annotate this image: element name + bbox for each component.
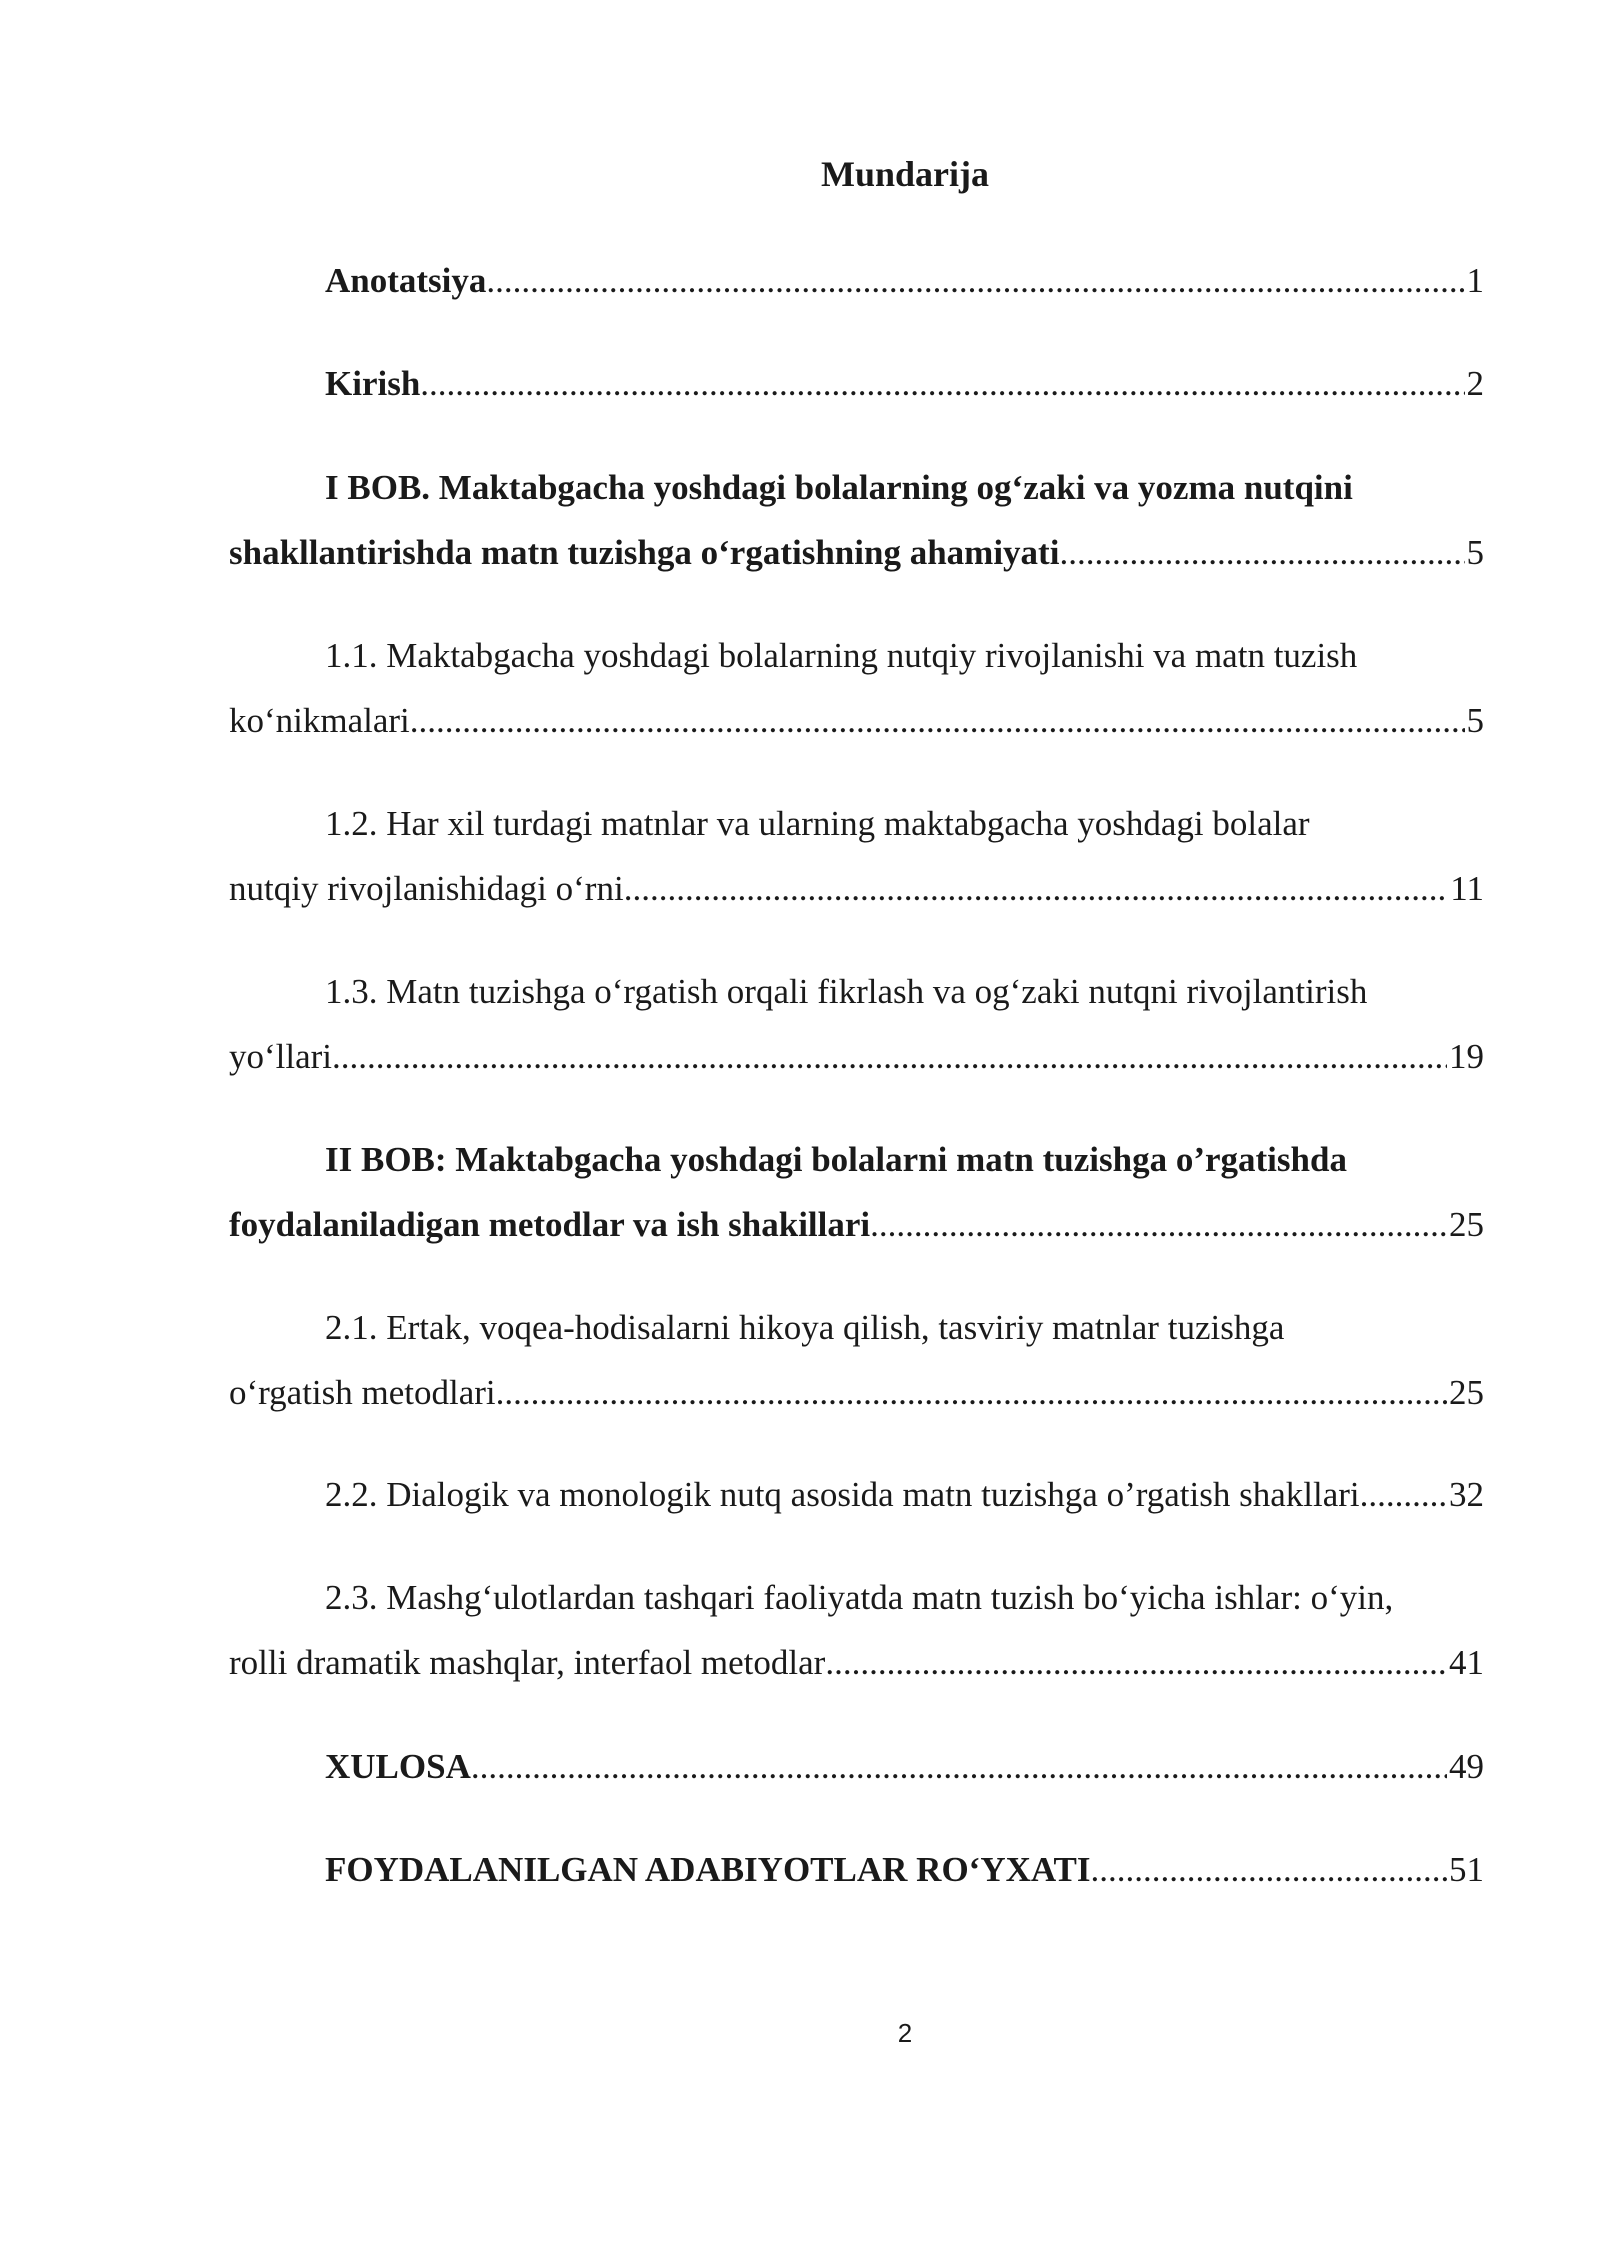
dot-leader xyxy=(332,1024,1447,1089)
toc-entry-text: nutqiy rivojlanishidagi o‘rni xyxy=(229,869,624,908)
dot-leader xyxy=(471,1734,1447,1799)
toc-entry-text: yo‘llari xyxy=(229,1037,333,1076)
toc-entry-text: foydalaniladigan metodlar va ish shakillari xyxy=(229,1205,871,1244)
toc-entry xyxy=(229,1462,1484,1527)
dot-leader xyxy=(410,688,1465,753)
toc-entry-text: I BOB. Maktabgacha yoshdagi bolalarning og‘zaki va yozma nutqini xyxy=(325,468,1353,507)
toc-page-number: 1 xyxy=(1466,261,1484,300)
toc-entry xyxy=(229,1127,1484,1257)
toc-page-number: 49 xyxy=(1449,1747,1484,1786)
toc-entry xyxy=(229,248,1484,313)
toc-page-number: 2 xyxy=(1466,364,1484,403)
dot-leader xyxy=(825,1630,1447,1695)
toc-entry-text: Kirish xyxy=(325,364,421,403)
toc-page-number: 5 xyxy=(1466,533,1484,572)
toc-entry-text: ko‘nikmalari xyxy=(229,701,410,740)
dot-leader xyxy=(486,248,1464,313)
toc-title: Mundarija xyxy=(820,154,989,194)
toc-entry-text: shakllantirishda matn tuzishga o‘rgatishning ahamiyati xyxy=(229,533,1060,572)
toc-entry xyxy=(229,1837,1484,1902)
toc-entry-text: 2.1. Ertak, voqea-hodisalarni hikoya qilish, tasviriy matnlar tuzishga xyxy=(325,1308,1285,1347)
dot-leader xyxy=(870,1192,1447,1257)
toc-entry-text: 1.3. Matn tuzishga o‘rgatish orqali fikrlash va og‘zaki nutqni rivojlantirish xyxy=(325,972,1368,1011)
toc-entry xyxy=(229,959,1484,1089)
toc-entry xyxy=(229,455,1484,585)
toc-entry-text: II BOB: Maktabgacha yoshdagi bolalarni matn tuzishga o’rgatishda xyxy=(325,1140,1347,1179)
toc-entry xyxy=(229,791,1484,921)
toc-entry-text: rolli dramatik mashqlar, interfaol metodlar xyxy=(229,1643,826,1682)
toc-entry xyxy=(229,1295,1484,1425)
dot-leader xyxy=(1091,1837,1447,1902)
toc-entry xyxy=(229,351,1484,416)
toc-entry xyxy=(229,1565,1484,1695)
toc-entry-text: o‘rgatish metodlari xyxy=(229,1373,496,1412)
toc-entry-text: 2.3. Mashg‘ulotlardan tashqari faoliyatda matn tuzish bo‘yicha ishlar: o‘yin, xyxy=(325,1578,1394,1617)
dot-leader xyxy=(1059,520,1464,585)
toc-entry xyxy=(229,1734,1484,1799)
dot-leader xyxy=(496,1360,1447,1425)
toc-page-number: 11 xyxy=(1450,869,1484,908)
toc-page-number: 19 xyxy=(1449,1037,1484,1076)
toc-entry-text: XULOSA xyxy=(325,1747,471,1786)
page-number: 2 xyxy=(897,2018,913,2048)
toc-entry-text: 2.2. Dialogik va monologik nutq asosida matn tuzishga o’rgatish shakllari. xyxy=(325,1475,1369,1514)
dot-leader xyxy=(624,856,1449,921)
toc-entry-text: 1.2. Har xil turdagi matnlar va ularning maktabgacha yoshdagi bolalar xyxy=(325,804,1310,843)
toc-page-number: 5 xyxy=(1466,701,1484,740)
toc-page-number: 51 xyxy=(1449,1850,1484,1889)
dot-leader xyxy=(1368,1462,1447,1527)
toc-page-number: 25 xyxy=(1449,1205,1484,1244)
dot-leader xyxy=(420,351,1464,416)
toc-entry-text: 1.1. Maktabgacha yoshdagi bolalarning nutqiy rivojlanishi va matn tuzish xyxy=(325,636,1358,675)
toc-page-number: 32 xyxy=(1449,1475,1484,1514)
toc-page-number: 41 xyxy=(1449,1643,1484,1682)
toc-entry-text: FOYDALANILGAN ADABIYOTLAR RO‘YXATI xyxy=(325,1850,1091,1889)
toc-entry-text: Anotatsiya xyxy=(325,261,487,300)
toc-page-number: 25 xyxy=(1449,1373,1484,1412)
toc-entry xyxy=(229,623,1484,753)
